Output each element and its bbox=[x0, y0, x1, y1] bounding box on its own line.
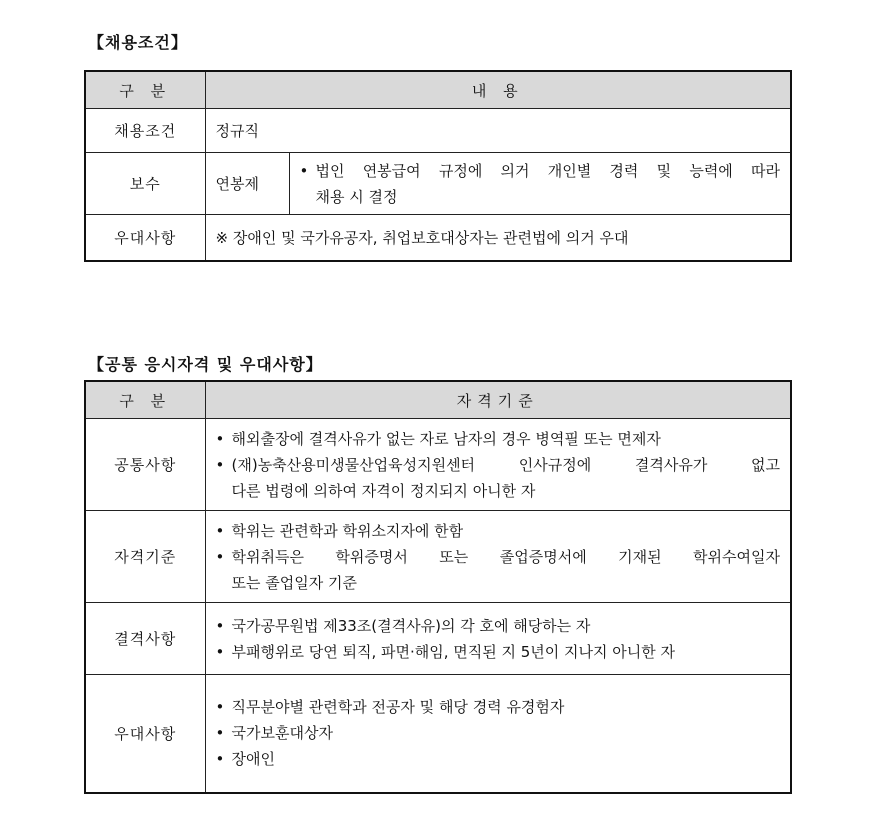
row-label: 결격사항 bbox=[85, 603, 205, 675]
row-content bbox=[205, 419, 791, 511]
content-line: 다른 법령에 의하여 자격이 정지되지 아니한 자 bbox=[231, 481, 536, 500]
bullet-mark: • bbox=[215, 750, 225, 769]
row-content bbox=[205, 511, 791, 603]
table-header-row bbox=[85, 71, 791, 109]
header-content: 내 용 bbox=[205, 71, 791, 109]
section-title-common-qualifications: 【공통 응시자격 및 우대사항】 bbox=[88, 355, 323, 374]
bullet-mark: • bbox=[215, 698, 225, 717]
row-label: 공통사항 bbox=[85, 419, 205, 511]
table-row bbox=[85, 675, 791, 793]
common-qualifications-table bbox=[84, 380, 792, 794]
content-line: (재)농축산용미생물산업육성지원센터 인사규정에 결격사유가 없고 bbox=[231, 455, 780, 474]
hiring-conditions-table bbox=[84, 70, 792, 262]
header-criteria: 자격기준 bbox=[205, 381, 791, 419]
section-title-hiring-conditions: 【채용조건】 bbox=[88, 33, 188, 52]
content-line: 학위는 관련학과 학위소지자에 한함 bbox=[231, 521, 464, 540]
content-line: 국가공무원법 제33조(결격사유)의 각 호에 해당하는 자 bbox=[231, 616, 591, 635]
row-label: 우대사항 bbox=[85, 675, 205, 793]
bullet-mark: • bbox=[215, 724, 225, 743]
header-category: 구 분 bbox=[85, 381, 205, 419]
content-line: 또는 졸업일자 기준 bbox=[231, 573, 357, 592]
row-label: 채용조건 bbox=[85, 109, 205, 153]
row-label: 보수 bbox=[85, 153, 205, 215]
bullet-mark: • bbox=[215, 642, 225, 661]
content-line: 학위취득은 학위증명서 또는 졸업증명서에 기재된 학위수여일자 bbox=[231, 547, 780, 566]
bullet-mark: • bbox=[215, 547, 225, 566]
row-content: 정규직 bbox=[205, 109, 791, 153]
row-content bbox=[205, 603, 791, 675]
bullet-mark: • bbox=[215, 521, 225, 540]
content-line: 채용 시 결정 bbox=[315, 187, 398, 206]
content-line: 장애인 bbox=[231, 750, 275, 769]
table-header-row bbox=[85, 381, 791, 419]
row-label: 우대사항 bbox=[85, 215, 205, 261]
content-line: 해외출장에 결격사유가 없는 자로 남자의 경우 병역필 또는 면제자 bbox=[231, 429, 661, 448]
content-line: 국가보훈대상자 bbox=[231, 724, 333, 743]
header-category: 구 분 bbox=[85, 71, 205, 109]
row-subcategory: 연봉제 bbox=[205, 153, 289, 215]
table-row bbox=[85, 511, 791, 603]
table-row bbox=[85, 109, 791, 153]
content-line: 직무분야별 관련학과 전공자 및 해당 경력 유경험자 bbox=[231, 698, 565, 717]
row-label: 자격기준 bbox=[85, 511, 205, 603]
table-row bbox=[85, 603, 791, 675]
row-content: ※ 장애인 및 국가유공자, 취업보호대상자는 관련법에 의거 우대 bbox=[205, 215, 791, 261]
bullet-mark: • bbox=[299, 161, 309, 180]
table-row bbox=[85, 153, 791, 215]
row-content bbox=[205, 675, 791, 793]
bullet-mark: • bbox=[215, 616, 225, 635]
bullet-mark: • bbox=[215, 455, 225, 474]
row-content bbox=[289, 153, 791, 215]
content-line: 부패행위로 당연 퇴직, 파면·해임, 면직된 지 5년이 지나지 아니한 자 bbox=[231, 642, 676, 661]
table-row bbox=[85, 215, 791, 261]
content-line: 법인 연봉급여 규정에 의거 개인별 경력 및 능력에 따라 bbox=[315, 161, 780, 180]
table-row bbox=[85, 419, 791, 511]
bullet-mark: • bbox=[215, 429, 225, 448]
